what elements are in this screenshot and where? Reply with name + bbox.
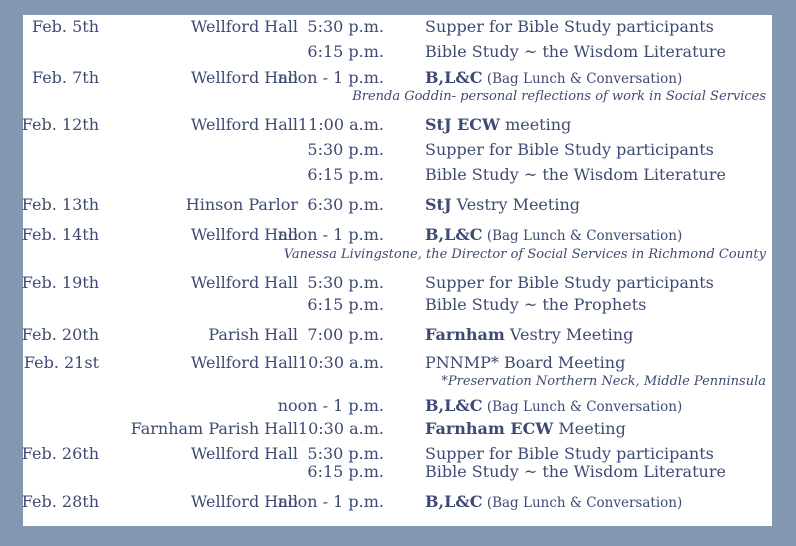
event-description [425, 419, 626, 438]
event-subtitle: (Bag Lunch & Conversation) [482, 71, 683, 87]
event-location: Farnham Parish Hall [130, 419, 298, 438]
event-subtitle: (Bag Lunch & Conversation) [482, 399, 683, 415]
event-time: 6:30 p.m. [307, 195, 384, 214]
event-description [425, 325, 633, 344]
event-description: Bible Study ~ the Wisdom Literature [425, 165, 726, 184]
event-time: 6:15 p.m. [307, 42, 384, 61]
event-title-rest: Meeting [553, 419, 626, 438]
event-time: 10:30 a.m. [297, 419, 384, 438]
event-description [425, 225, 682, 246]
event-description: Bible Study ~ the Prophets [425, 295, 647, 314]
event-note: *Preservation Northern Neck, Middle Penninsula [441, 374, 766, 389]
event-description: Bible Study ~ the Wisdom Literature [425, 42, 726, 61]
event-title-bold: B,L&C [425, 396, 483, 415]
event-description: Supper for Bible Study participants [425, 17, 714, 36]
event-title-rest: Vestry Meeting [451, 195, 580, 214]
event-time: noon - 1 p.m. [277, 225, 384, 244]
event-description: Supper for Bible Study participants [425, 273, 714, 292]
event-subtitle: (Bag Lunch & Conversation) [482, 228, 683, 244]
event-time: 5:30 p.m. [307, 273, 384, 292]
event-location: Wellford Hall [190, 353, 298, 372]
event-date: Feb. 21st [23, 353, 99, 372]
event-time: 11:00 a.m. [297, 115, 384, 134]
event-location: Wellford Hall [190, 492, 298, 511]
event-date: Feb. 13th [21, 195, 99, 214]
event-description: Supper for Bible Study participants [425, 140, 714, 159]
event-description: Supper for Bible Study participants [425, 444, 714, 463]
event-date: Feb. 19th [21, 273, 99, 292]
event-location: Wellford Hall [190, 17, 298, 36]
event-note: Brenda Goddin- personal reflections of work in Social Services [352, 89, 766, 104]
calendar-sheet [23, 15, 772, 526]
event-title-rest: meeting [499, 115, 572, 134]
event-location: Wellford Hall [190, 115, 298, 134]
event-date: Feb. 5th [31, 17, 99, 36]
event-date: Feb. 14th [21, 225, 99, 244]
event-time: 6:15 p.m. [307, 462, 384, 481]
event-date: Feb. 26th [21, 444, 99, 463]
event-time: 7:00 p.m. [307, 325, 384, 344]
event-date: Feb. 20th [21, 325, 99, 344]
event-title-rest: Vestry Meeting [504, 325, 634, 344]
event-description: Bible Study ~ the Wisdom Literature [425, 462, 726, 481]
event-description [425, 396, 682, 417]
event-date: Feb. 7th [31, 68, 99, 87]
event-description [425, 492, 682, 513]
event-time: 6:15 p.m. [307, 165, 384, 184]
event-time: 5:30 p.m. [307, 444, 384, 463]
event-title-bold: Farnham [425, 325, 505, 344]
event-title-bold: B,L&C [425, 225, 483, 244]
event-title-bold: Farnham ECW [425, 419, 554, 438]
event-subtitle: (Bag Lunch & Conversation) [482, 495, 683, 511]
event-location: Wellford Hall [190, 225, 298, 244]
event-time: 10:30 a.m. [297, 353, 384, 372]
event-title-bold: B,L&C [425, 68, 483, 87]
event-title-bold: B,L&C [425, 492, 483, 511]
event-time: noon - 1 p.m. [277, 492, 384, 511]
event-description [425, 68, 682, 89]
event-title-bold: StJ ECW [425, 115, 500, 134]
event-time: 5:30 p.m. [307, 17, 384, 36]
event-location: Wellford Hall [190, 68, 298, 87]
event-time: noon - 1 p.m. [277, 396, 384, 415]
event-location: Wellford Hall [190, 273, 298, 292]
event-description [425, 195, 580, 214]
event-time: 5:30 p.m. [307, 140, 384, 159]
event-description [425, 115, 571, 134]
event-date: Feb. 12th [21, 115, 99, 134]
event-date: Feb. 28th [21, 492, 99, 511]
event-location: Wellford Hall [190, 444, 298, 463]
event-title-bold: StJ [425, 195, 452, 214]
event-location: Parish Hall [208, 325, 298, 344]
event-note: Vanessa Livingstone, the Director of Social Services in Richmond County [283, 247, 766, 262]
event-time: 6:15 p.m. [307, 295, 384, 314]
event-location: Hinson Parlor [185, 195, 298, 214]
event-description: PNNMP* Board Meeting [425, 353, 626, 372]
event-time: noon - 1 p.m. [277, 68, 384, 87]
